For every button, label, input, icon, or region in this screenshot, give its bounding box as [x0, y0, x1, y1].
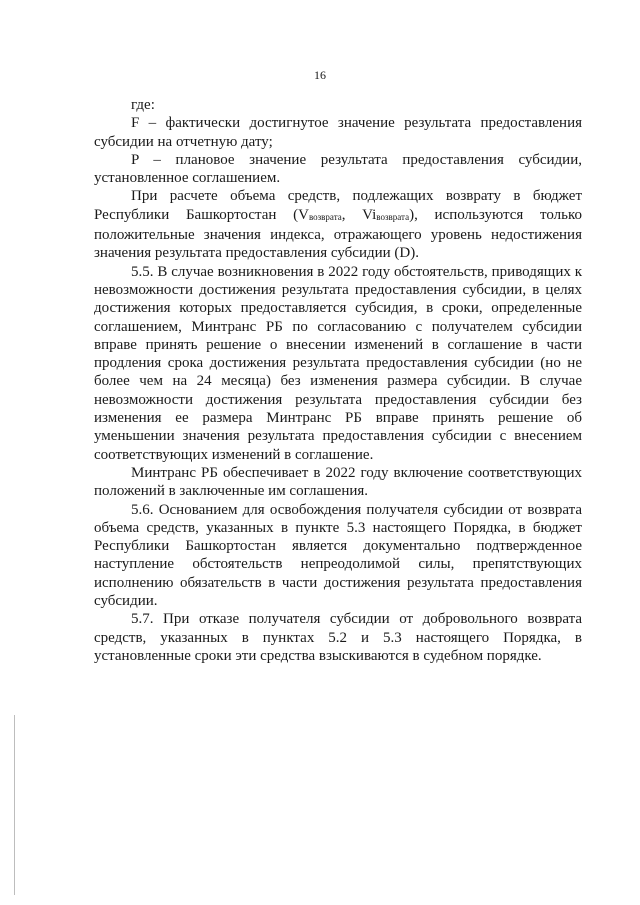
paragraph-5-7: 5.7. При отказе получателя субсидии от добровольного возврата средств, указанных в пунктах 5.2 и 5.3 настоящего Порядка, в установленные сроки эти средства взыскиваются в судебном порядке. [94, 611, 582, 664]
paragraph-f-definition: F – фактически достигнутое значение результата предоставления субсидии на отчетную дату; [94, 115, 582, 150]
paragraph-mintrans: Минтранс РБ обеспечивает в 2022 году включение соответствующих положений в заключенные им соглашения. [94, 464, 582, 500]
paragraph-5-6: 5.6. Основанием для освобождения получателя субсидии от возврата объема средств, указанных в пункте 5.3 настоящего Порядка, в бюджет Республики Башкортостан является документально подтвержденное наступление обстоятельств непреодолимой силы, препятствующих исполнению обязательств в части достижения результата предоставления субсидии. [94, 501, 582, 610]
paragraph-p-definition: P – плановое значение результата предоставления субсидии, установленное соглашением. [94, 151, 582, 187]
paragraph-5-5: 5.5. В случае возникновения в 2022 году обстоятельств, приводящих к невозможности достижения результата предоставления субсидии, в целях достижения которых предоставляется субсидия, в сроки, определенные соглашением, Минтранс РБ по согласованию с получателем субсидии вправе принять решение о внесении изменений в соглашение в части продления срока достижения результата предоставления субсидии (но не более чем на 24 месяца) без изменения размера субсидии. В случае невозможности достижения результата предоставления субсидии без изменения ее размера Минтранс РБ вправе принять решение об уменьшении значения результата предоставления субсидии с внесением соответствующих изменений в соглашение. [94, 263, 582, 463]
scan-margin-line [14, 715, 15, 895]
paragraph-refund-calculation: При расчете объема средств, подлежащих возврату в бюджет Республики Башкортостан ($V_{возврата}$, $Vi_{возврата}$), используются только положительные значения индекса, отражающего уровень недостижения значения результата предоставления субсидии (D). [94, 188, 582, 262]
page-number: 16 [314, 68, 326, 82]
document-body [94, 96, 582, 665]
paragraph-where: где: [131, 97, 155, 113]
